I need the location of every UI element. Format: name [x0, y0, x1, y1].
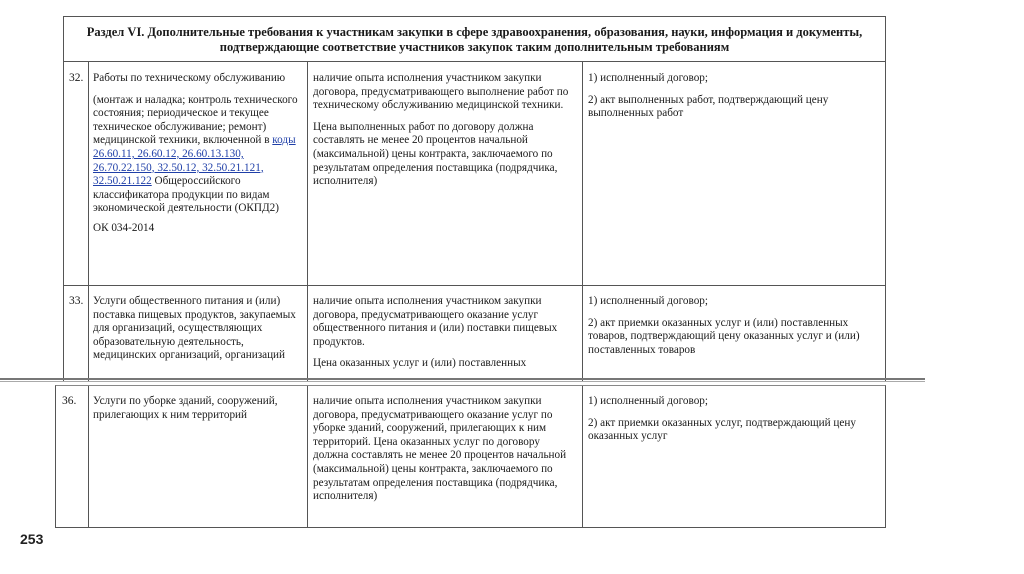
service-cell: Услуги общественного питания и (или) поставка пищевых продуктов, закупаемых для организаций, осуществляющих образовательную деятельность, медицинских организаций, организаций — [93, 295, 296, 362]
column-divider — [88, 62, 89, 381]
row-divider — [64, 285, 885, 286]
documents-cell: 1) исполненный договор; 2) акт выполненных работ, подтверждающий цену выполненных работ — [588, 72, 829, 120]
documents-cell: 1) исполненный договор; 2) акт приемки оказанных услуг и (или) поставленных товаров, подтверждающий цену оказанных услуг и (или) поставленных товаров — [588, 295, 860, 356]
row-number: 36. — [62, 395, 77, 407]
service-title: Работы по техническому обслуживанию — [93, 72, 286, 84]
service-cell: Услуги по уборке зданий, сооружений, прилегающих к ним территорий — [93, 395, 278, 421]
classifier-code: ОК 034-2014 — [93, 221, 155, 234]
service-description: (монтаж и наладка; контроль технического состояния; периодическое и текущее техническое обслуживание; ремонт) медицинской техники, включенной в коды 26.60.11, 26.60.12, 26.60.13.130, 26.70.22.150, 32.50.12, 32.50.21.121, 32.50.21.122 Общероссийского классификатора продукции по видам экономической деятельности (ОКПД2) — [93, 93, 298, 215]
fragment-separator-shadow — [0, 381, 925, 382]
column-divider — [307, 386, 308, 527]
requirement-cell: наличие опыта исполнения участником закупки договора, предусматривающего оказание услуг по уборке зданий, сооружений, прилегающих к ним территорий. Цена оказанных услуг по договору должна составлять не менее 20 процентов начальной (максимальной) цены контракта, заключаемого по результатам определения поставщика (подрядчика, исполнителя) — [313, 395, 567, 503]
documents-cell: 1) исполненный договор; 2) акт приемки оказанных услуг, подтверждающий цену оказанных услуг — [588, 395, 856, 443]
column-divider — [582, 62, 583, 381]
section-title: Раздел VI. Дополнительные требования к участникам закупки в сфере здравоохранения, образования, науки, информация и документы, подтверждающие соответствие участников закупок таким дополнительным требованиям — [64, 17, 885, 62]
table-fragment-upper — [63, 16, 886, 381]
column-divider — [307, 62, 308, 381]
service-cell — [93, 72, 305, 244]
requirement-cell: наличие опыта исполнения участником закупки договора, предусматривающего оказание услуг общественного питания и (или) поставки пищевых продуктов. Цена оказанных услуг и (или) поставленных — [313, 295, 558, 370]
okpd-codes-link[interactable]: коды 26.60.11, 26.60.12, 26.60.13.130, 26.70.22.150, 32.50.12, 32.50.21.121, 32.50.21.122 — [93, 134, 296, 188]
requirement-cell: наличие опыта исполнения участником закупки договора, предусматривающего выполнение работ по техническому обслуживанию медицинской техники. Цена выполненных работ по договору должна составлять не менее 20 процентов начальной (максимальной) цены контракта, заключаемого по результатам определения поставщика (подрядчика, исполнителя) — [313, 72, 569, 188]
column-divider — [582, 386, 583, 527]
row-number: 32. — [69, 72, 84, 84]
page-number: 253 — [20, 531, 44, 547]
row-number: 33. — [69, 295, 84, 307]
table-fragment-lower — [55, 385, 886, 528]
fragment-separator — [0, 378, 925, 380]
column-divider — [88, 386, 89, 527]
